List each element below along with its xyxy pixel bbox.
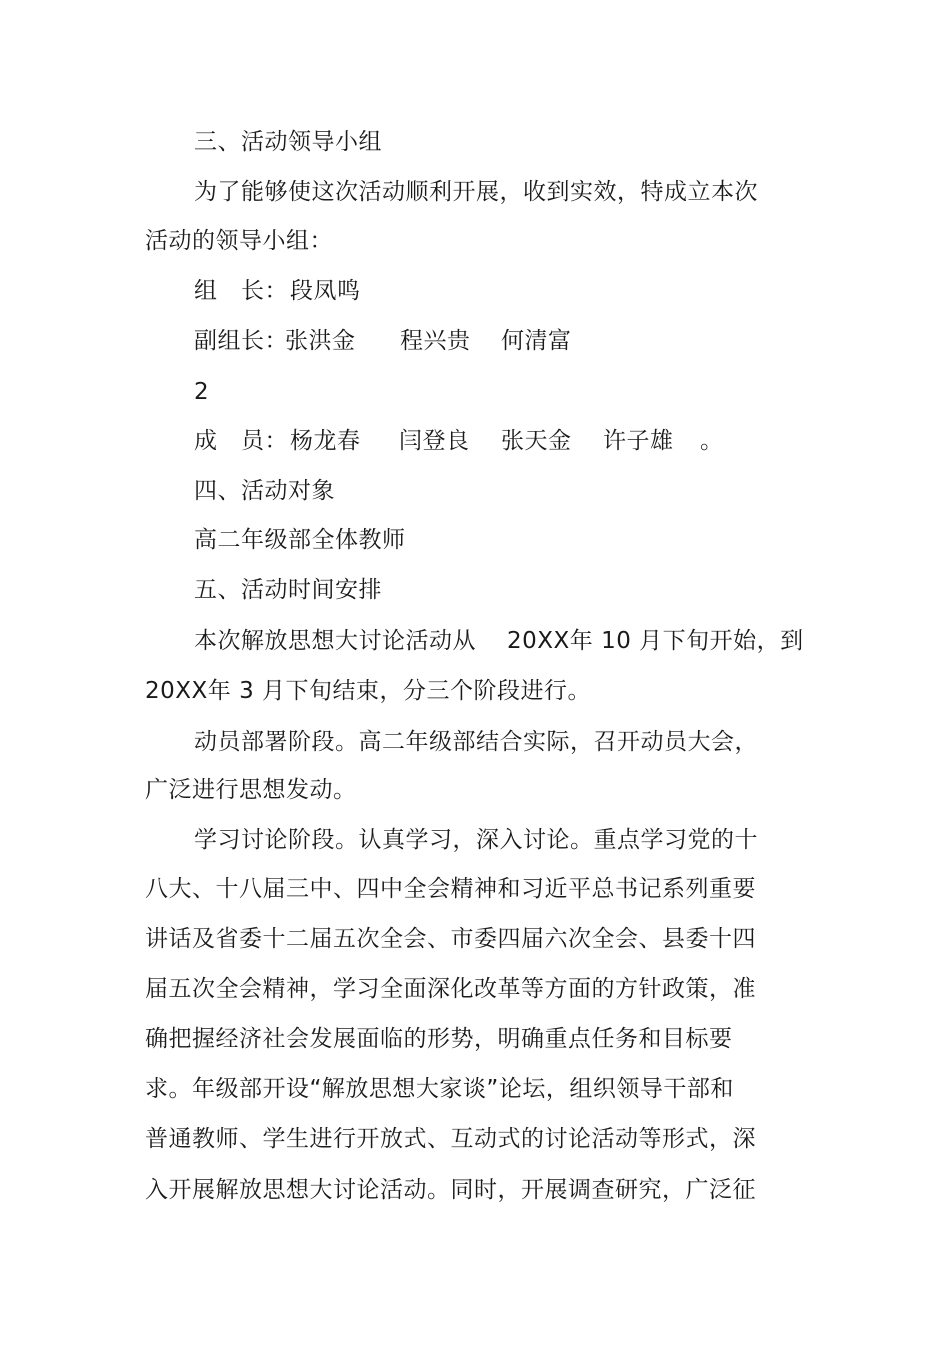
leader-label: 组 长： <box>194 278 288 304</box>
study-line-3: 讲话及省委十二届五次全会、市委四届六次全会、县委十四 <box>145 926 756 952</box>
section3-heading: 三、活动领导小组 <box>194 129 382 155</box>
member-name: 许子雄 <box>603 428 674 454</box>
deputy-leader-name: 何清富 <box>501 328 572 354</box>
study-line-7: 普通教师、学生进行开放式、互动式的讨论活动等形式，深 <box>145 1126 756 1152</box>
schedule-line-1 <box>194 625 814 657</box>
section3-intro-line-1: 为了能够使这次活动顺利开展，收到实效，特成立本次 <box>194 179 758 205</box>
page-number: 2 <box>194 379 210 405</box>
leader-name: 段凤鸣 <box>290 278 361 304</box>
section4-body: 高二年级部全体教师 <box>194 527 406 553</box>
leader-line <box>194 275 594 307</box>
member-name: 杨龙春 <box>290 428 361 454</box>
deputy-leaders-line <box>194 325 694 357</box>
deputy-leaders-label: 副组长： <box>194 328 288 354</box>
members-end-mark: 。 <box>700 428 724 454</box>
study-line-8: 入开展解放思想大讨论活动。同时，开展调查研究，广泛征 <box>145 1177 756 1203</box>
schedule-line-2: 20XX年 3 月下旬结束，分三个阶段进行。 <box>145 678 592 704</box>
section5-heading: 五、活动时间安排 <box>194 577 382 603</box>
members-line <box>194 425 754 457</box>
member-name: 闫登良 <box>399 428 470 454</box>
study-line-6: 求。年级部开设“解放思想大家谈”论坛，组织领导干部和 <box>145 1076 734 1102</box>
section3-intro-line-2: 活动的领导小组： <box>145 228 333 254</box>
schedule-part-1: 本次解放思想大讨论活动从 <box>194 628 476 654</box>
study-line-4: 届五次全会精神，学习全面深化改革等方面的方针政策，准 <box>145 976 756 1002</box>
section4-heading: 四、活动对象 <box>194 478 335 504</box>
deputy-leader-name: 程兴贵 <box>400 328 471 354</box>
study-line-1: 学习讨论阶段。认真学习，深入讨论。重点学习党的十 <box>194 827 758 853</box>
mobilization-line-1: 动员部署阶段。高二年级部结合实际，召开动员大会， <box>194 729 758 755</box>
member-name: 张天金 <box>501 428 572 454</box>
deputy-leader-name: 张洪金 <box>285 328 356 354</box>
mobilization-line-2: 广泛进行思想发动。 <box>145 777 357 803</box>
study-line-2: 八大、十八届三中、四中全会精神和习近平总书记系列重要 <box>145 876 756 902</box>
schedule-part-2: 20XX年 10 月下旬开始，到 <box>507 628 804 654</box>
study-line-5: 确把握经济社会发展面临的形势，明确重点任务和目标要 <box>145 1026 733 1052</box>
members-label: 成 员： <box>194 428 288 454</box>
